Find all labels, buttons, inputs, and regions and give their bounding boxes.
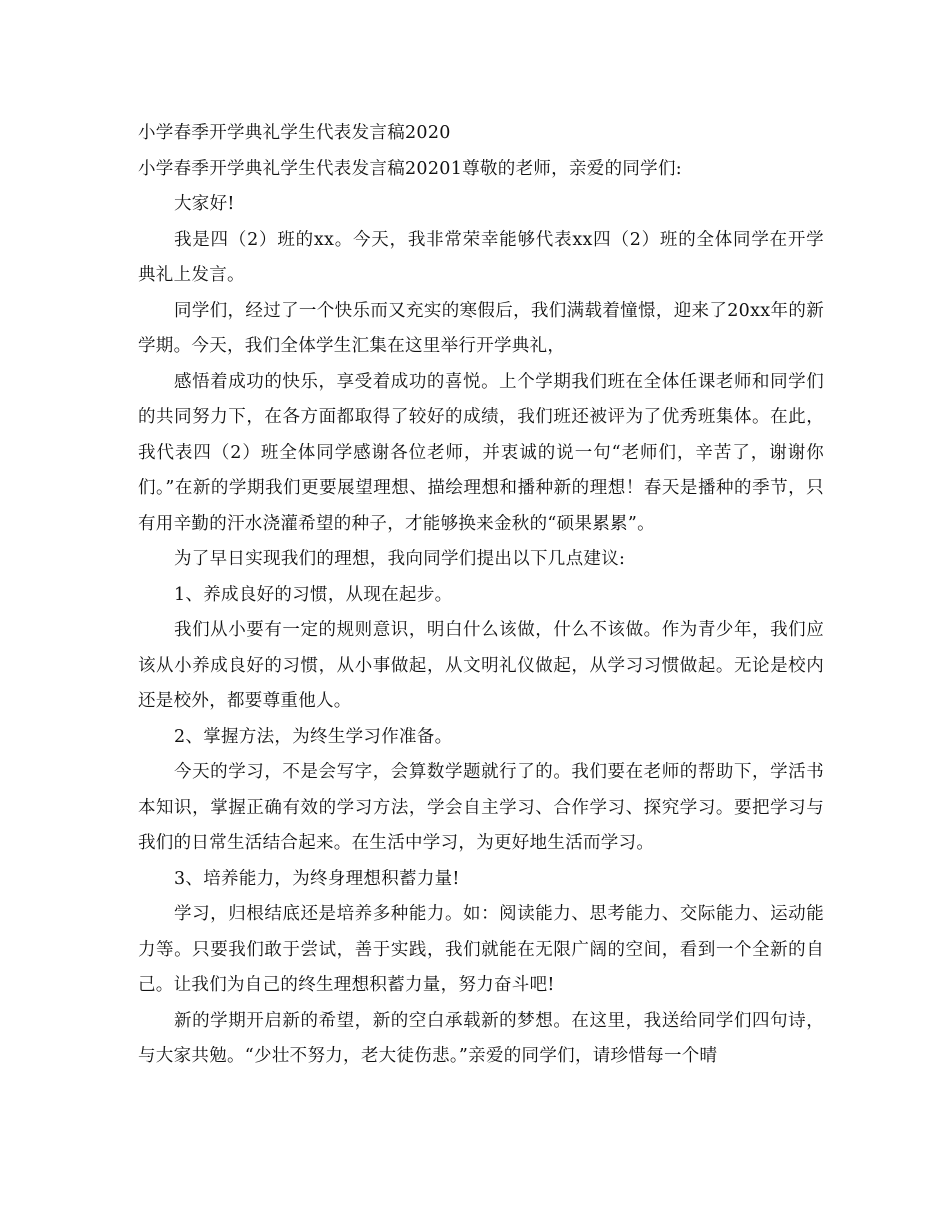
suggestion-heading-2: 2、掌握方法，为终生学习作准备。 (174, 726, 453, 747)
suggestion-heading-1: 1、养成良好的习惯，从现在起步。 (174, 584, 453, 605)
document-body (138, 116, 824, 1075)
salutation-line: 小学春季开学典礼学生代表发言稿20201尊敬的老师，亲爱的同学们: (138, 158, 682, 179)
paragraph-closing: 新的学期开启新的希望，新的空白承载新的梦想。在这里，我送给同学们四句诗，与大家共勉。“少壮不努力，老大徒伤悲。”亲爱的同学们，请珍惜每一个晴 (138, 1010, 824, 1066)
document-title: 小学春季开学典礼学生代表发言稿2020 (138, 123, 451, 143)
paragraph-new-semester: 同学们，经过了一个快乐而又充实的寒假后，我们满载着憧憬，迎来了20xx年的新学期。今天，我们全体学生汇集在这里举行开学典礼， (138, 300, 824, 356)
paragraph-achievements: 感悟着成功的快乐，享受着成功的喜悦。上个学期我们班在全体任课老师和同学们的共同努力下，在各方面都取得了较好的成绩，我们班还被评为了优秀班集体。在此，我代表四（2）班全体同学感谢各位老师，并衷诚的说一句“老师们，辛苦了，谢谢你们。”在新的学期我们更要展望理想、描绘理想和播种新的理想！春天是播种的季节，只有用辛勤的汗水浇灌希望的种子，才能够换来金秋的“硕果累累”。 (138, 371, 824, 534)
suggestion-body-3: 学习，归根结底还是培养多种能力。如：阅读能力、思考能力、交际能力、运动能力等。只要我们敢于尝试，善于实践，我们就能在无限广阔的空间，看到一个全新的自己。让我们为自己的终生理想积蓄力量，努力奋斗吧! (138, 904, 824, 995)
suggestion-heading-3: 3、培养能力，为终身理想积蓄力量! (174, 868, 460, 889)
suggestion-body-2: 今天的学习，不是会写字，会算数学题就行了的。我们要在老师的帮助下，学活书本知识，掌握正确有效的学习方法，学会自主学习、合作学习、探究学习。要把学习与我们的日常生活结合起来。在生活中学习，为更好地生活而学习。 (138, 762, 824, 853)
suggestion-body-1: 我们从小要有一定的规则意识，明白什么该做，什么不该做。作为青少年，我们应该从小养成良好的习惯，从小事做起，从文明礼仪做起，从学习习惯做起。无论是校内还是校外，都要尊重他人。 (138, 620, 824, 711)
paragraph-greeting: 大家好! (174, 194, 235, 214)
paragraph-introduction: 我是四（2）班的xx。今天，我非常荣幸能够代表xx四（2）班的全体同学在开学典礼上发言。 (138, 229, 824, 285)
paragraph-suggestions-intro: 为了早日实现我们的理想，我向同学们提出以下几点建议: (174, 549, 626, 569)
